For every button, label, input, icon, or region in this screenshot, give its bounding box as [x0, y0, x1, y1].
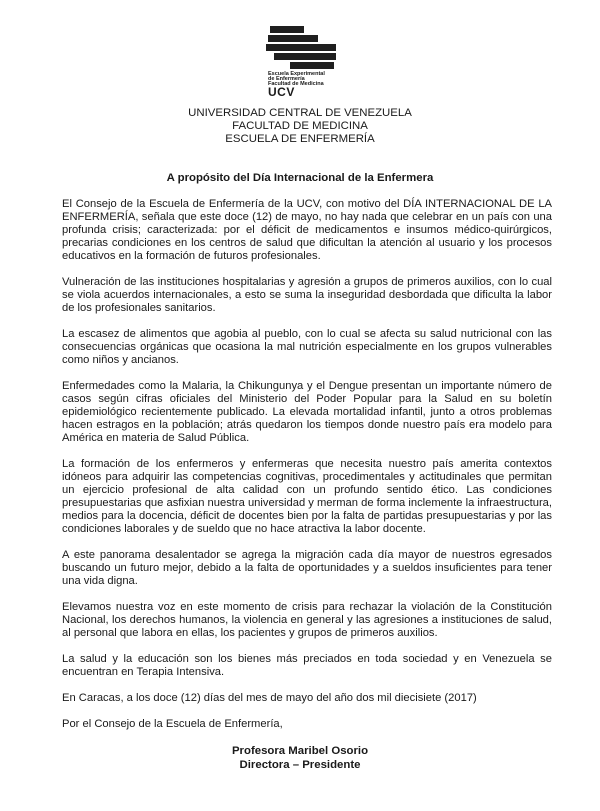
signer-role: Directora – Presidente	[239, 759, 361, 771]
paragraph: La formación de los enfermeros y enfermeras que necesita nuestro país amerita contextos idóneos para adquirir las competencias cognitivas, procedimentales y actitudinales que permitan un ejercicio profesional de alta calidad con un profundo sentido ético. Las condiciones presupuestarias que asfixian nuestra universidad y merman de forma inclemente la infraestructura, medios para la docencia, déficit de docentes bien por la falta de partidas presupuestarias y por las condiciones laborales y de sueldo que no hace atractiva la labor docente.	[62, 458, 553, 535]
header-university: UNIVERSIDAD CENTRAL DE VENEZUELA	[188, 107, 412, 119]
logo-bars-graphic	[266, 26, 336, 71]
logo-ucv: UCV	[268, 85, 295, 99]
signer-name: Profesora Maribel Osorio	[231, 745, 369, 757]
header-school: ESCUELA DE ENFERMERÍA	[225, 133, 375, 145]
date-line: En Caracas, a los doce (12) días del mes de mayo del año dos mil diecisiete (2017)	[62, 692, 477, 704]
header-faculty: FACULTAD DE MEDICINA	[232, 120, 368, 132]
paragraph: La escasez de alimentos que agobia al pueblo, con lo cual se afecta su salud nutricional con las consecuencias orgánicas que ocasiona la mal nutrición especialmente en los grupos vulnerables como niños y ancianos.	[62, 328, 552, 366]
logo-bar	[274, 53, 336, 60]
logo-line-1: Escuela Experimental	[268, 71, 325, 77]
paragraph: El Consejo de la Escuela de Enfermería de la UCV, con motivo del DÍA INTERNACIONAL DE LA ENFERMERÍA, señala que este doce (12) de mayo, no hay nada que celebrar en un país con una profunda crisis; caracterizada: por el déficit de medicamentos e insumos médico-quirúrgicos, precarias condiciones en los centros de salud que dificultan la atención al usuario y los procesos educativos en la formación de futuros profesionales.	[62, 198, 552, 262]
logo-line-2: de Enfermería	[268, 76, 305, 82]
paragraph: La salud y la educación son los bienes más preciados en toda sociedad y en Venezuela se encuentran en Terapia Intensiva.	[62, 653, 552, 678]
signature-block	[0, 744, 600, 772]
paragraph: Vulneración de las instituciones hospitalarias y agresión a grupos de primeros auxilios, con lo cual se viola acuerdos internacionales, a esto se suma la inseguridad desbordada que dificulta la labor de los profesionales sanitarios.	[62, 276, 552, 314]
paragraph: A este panorama desalentador se agrega la migración cada día mayor de nuestros egresados buscando un futuro mejor, debido a la falta de oportunidades y a sueldos insuficientes para tener una vida digna.	[62, 549, 552, 587]
closing-line: Por el Consejo de la Escuela de Enfermería,	[62, 718, 283, 730]
logo-bar	[290, 62, 334, 69]
institution-header	[0, 107, 600, 146]
document-body	[62, 198, 552, 744]
logo-bar	[270, 26, 304, 33]
paragraph: Enfermedades como la Malaria, la Chikungunya y el Dengue presentan un importante número de casos según cifras oficiales del Ministerio del Poder Popular para la Salud en su boletín epidemiológico recientemente publicado. La elevada mortalidad infantil, junto a otros problemas hacen estragos en la población; atrás quedaron los tiempos donde nuestro país era modelo para América en materia de Salud Pública.	[62, 380, 552, 444]
paragraph: Elevamos nuestra voz en este momento de crisis para rechazar la violación de la Constitución Nacional, los derechos humanos, la violencia en general y las agresiones a instituciones de salud, al personal que labora en ellas, los pacientes y grupos de primeros auxilios.	[62, 601, 552, 639]
logo-bar	[266, 44, 336, 51]
logo-bar	[268, 35, 318, 42]
logo-line-3: Facultad de Medicina	[268, 81, 324, 87]
school-logo	[266, 26, 356, 98]
document-title: A propósito del Día Internacional de la Enfermera	[166, 172, 434, 184]
